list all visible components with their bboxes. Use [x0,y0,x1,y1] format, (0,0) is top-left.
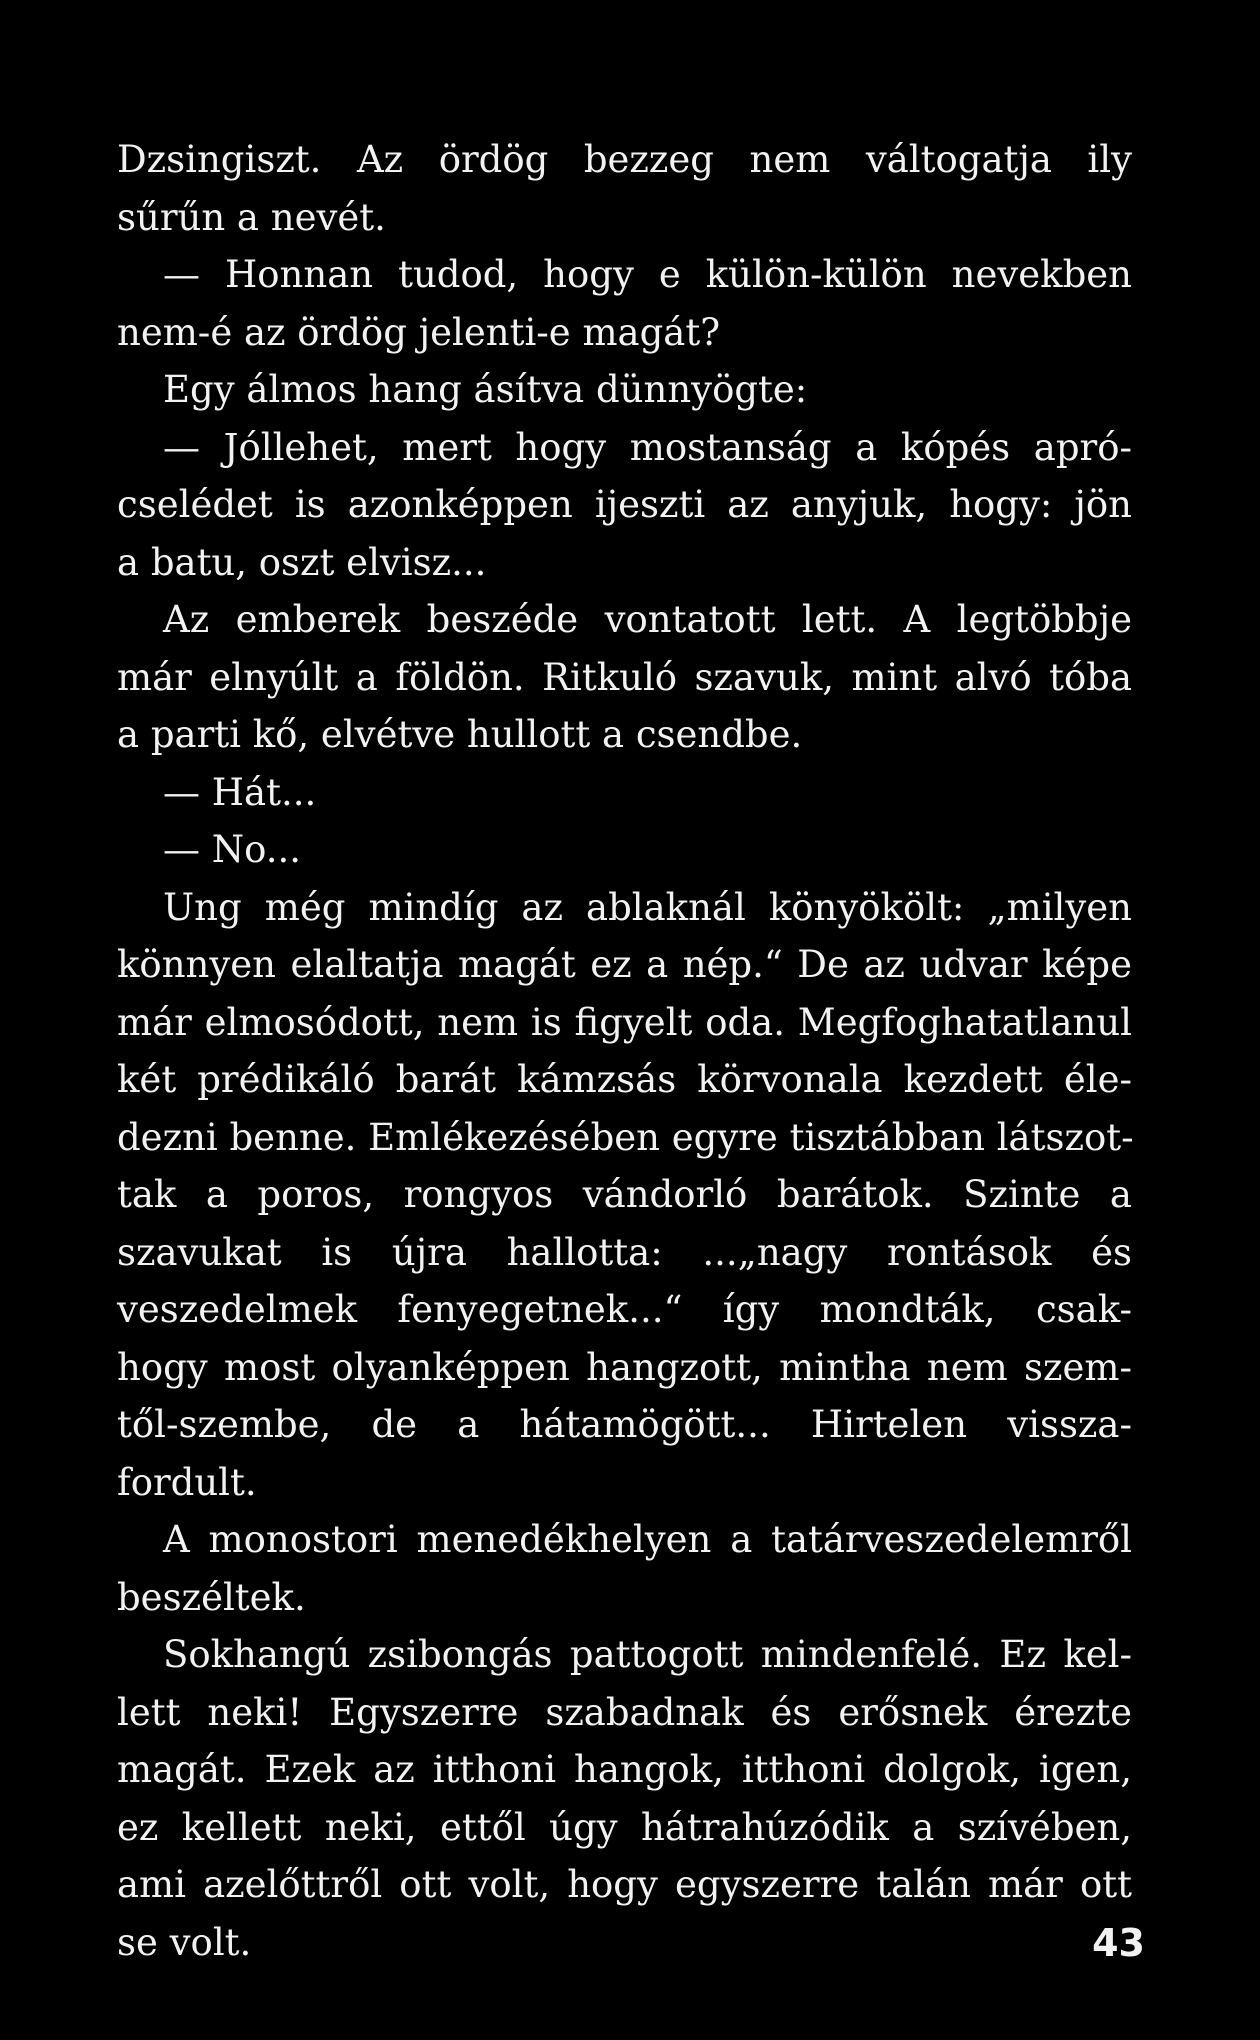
text-line: szavukat is újra hallotta: ...„nagy rontások és [117,1230,1132,1274]
text-line: magát. Ezek az itthoni hangok, itthoni dolgok, igen, [117,1748,1132,1791]
text-line: se volt. [117,1920,252,1964]
text-line: veszedelmek fenyegetnek...“ így mondták, csak- [117,1288,1132,1331]
text-line: — Honnan tudod, hogy e külön-külön nevekben [163,253,1132,296]
text-line: könnyen elaltatja magát ez a nép.“ De az udvar képe [117,943,1132,986]
text-line: a batu, oszt elvisz... [117,540,487,584]
text-line: beszéltek. [117,1575,306,1619]
text-line: Dzsingiszt. Az ördög bezzeg nem váltogatja ily [117,138,1132,181]
text-line: A monostori menedékhelyen a tatárveszedelemről [163,1518,1132,1561]
page-number: 43 [1092,1921,1145,1965]
text-line: Sokhangú zsibongás pattogott mindenfelé. Ez kel- [163,1633,1132,1676]
text-line: nem-é az ördög jelenti-e magát? [117,310,721,354]
text-line: tak a poros, rongyos vándorló barátok. Szinte a [117,1173,1132,1216]
text-line: már elnyúlt a földön. Ritkuló szavuk, mint alvó tóba [117,655,1132,699]
text-line: hogy most olyanképpen hangzott, mintha nem szem- [117,1345,1132,1389]
text-line: fordult. [117,1460,257,1504]
text-line: — Jóllehet, mert hogy mostanság a kópés apró- [163,425,1132,469]
text-line: lett neki! Egyszerre szabadnak és erősnek érezte [117,1690,1132,1734]
text-line: két prédikáló barát kámzsás körvonala kezdett éle- [117,1058,1132,1101]
text-line: Ung még mindíg az ablaknál könyökölt: „milyen [163,885,1132,929]
text-line: ez kellett neki, ettől úgy hátrahúzódik a szívében, [117,1805,1132,1849]
text-line: Az emberek beszéde vontatott lett. A legtöbbje [163,598,1132,641]
text-line: — No... [163,828,302,871]
text-line: sűrűn a nevét. [117,195,386,239]
text-line: ami azelőttről ott volt, hogy egyszerre talán már ott [117,1863,1132,1906]
text-line: Egy álmos hang ásítva dünnyögte: [163,368,808,411]
text-line: től-szembe, de a hátamögött... Hirtelen vissza- [117,1403,1132,1446]
text-line: dezni benne. Emlékezésében egyre tisztábban látszot- [117,1115,1134,1159]
text-line: cselédet is azonképpen ijeszti az anyjuk, hogy: jön [117,483,1132,526]
text-line: — Hát... [163,770,317,814]
body-text [117,131,1132,1971]
text-line: már elmosódott, nem is figyelt oda. Megfoghatatlanul [117,1000,1132,1044]
text-line: a parti kő, elvétve hullott a csendbe. [117,713,803,756]
